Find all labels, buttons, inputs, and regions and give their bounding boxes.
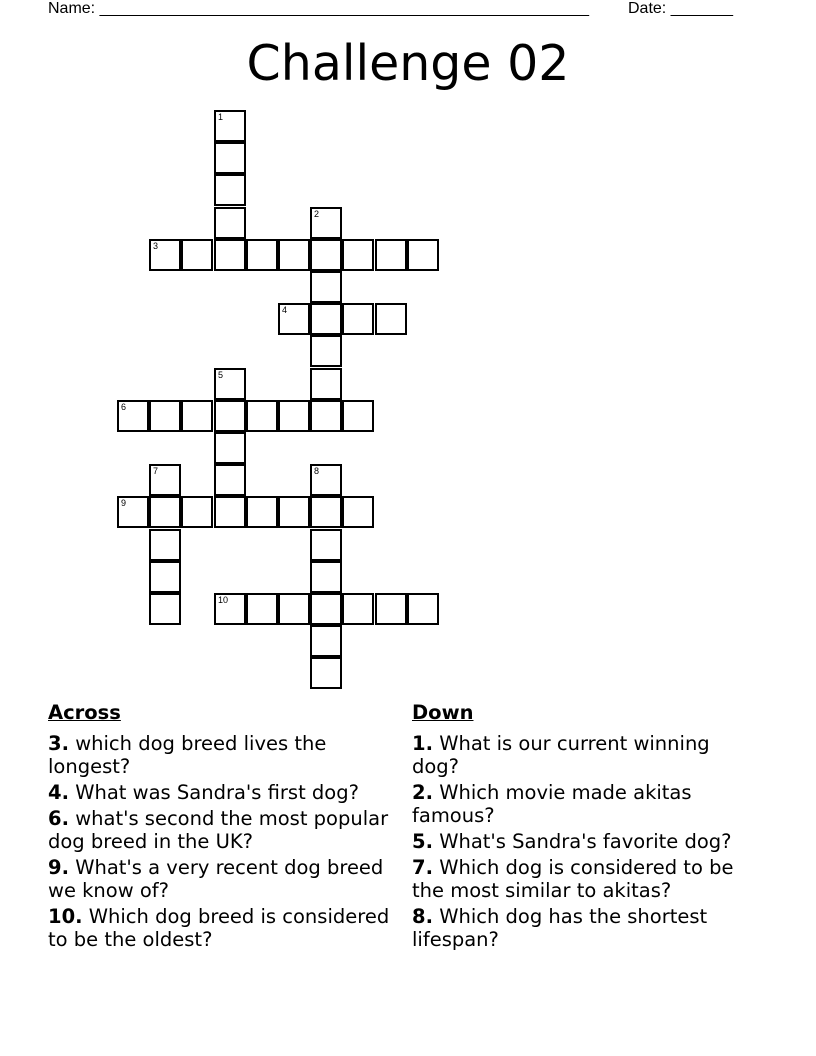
grid-cell[interactable] [278, 239, 310, 271]
grid-cell[interactable] [310, 529, 342, 561]
grid-cell[interactable] [246, 400, 278, 432]
grid-cell[interactable] [214, 174, 246, 206]
down-clues [412, 700, 762, 954]
grid-cell[interactable] [278, 400, 310, 432]
clue-number: 9. [48, 856, 69, 879]
grid-cell[interactable] [214, 239, 246, 271]
grid-cell[interactable] [375, 303, 407, 335]
grid-cell[interactable] [310, 464, 342, 496]
grid-cell[interactable] [149, 529, 181, 561]
grid-cell[interactable] [310, 496, 342, 528]
clue-number: 2. [412, 781, 433, 804]
grid-cell[interactable] [149, 400, 181, 432]
down-heading: Down [412, 701, 474, 724]
across-clue-6 [48, 807, 398, 853]
clue-text: Which dog breed is considered to be the oldest? [48, 905, 390, 951]
grid-cell[interactable] [310, 625, 342, 657]
across-clues [48, 700, 398, 954]
grid-cell[interactable] [407, 593, 439, 625]
grid-cell[interactable] [310, 303, 342, 335]
clue-number-label: 5 [218, 370, 224, 380]
clue-text: what's second the most popular dog breed in the UK? [48, 807, 389, 853]
clue-number: 7. [412, 856, 433, 879]
clue-number: 10. [48, 905, 83, 928]
down-clue-7 [412, 856, 762, 902]
grid-cell[interactable] [310, 207, 342, 239]
grid-cell[interactable] [246, 239, 278, 271]
grid-cell[interactable] [310, 593, 342, 625]
down-clue-5 [412, 830, 762, 853]
clue-number: 3. [48, 732, 69, 755]
grid-cell[interactable] [149, 496, 181, 528]
clue-number-label: 9 [121, 498, 127, 508]
grid-cell[interactable] [310, 271, 342, 303]
grid-cell[interactable] [149, 239, 181, 271]
grid-cell[interactable] [214, 400, 246, 432]
grid-cell[interactable] [181, 496, 213, 528]
puzzle-title: Challenge 02 [246, 35, 570, 92]
grid-cell[interactable] [181, 400, 213, 432]
clue-text: Which dog is considered to be the most similar to akitas? [412, 856, 734, 902]
clue-number-label: 3 [153, 241, 159, 251]
across-clue-3 [48, 732, 398, 778]
date-field-label: Date: _______ [628, 0, 733, 17]
grid-cell[interactable] [117, 400, 149, 432]
grid-cell[interactable] [214, 496, 246, 528]
clue-text: What is our current winning dog? [412, 732, 710, 778]
grid-cell[interactable] [375, 593, 407, 625]
grid-cell[interactable] [149, 561, 181, 593]
across-clue-10 [48, 905, 398, 951]
grid-cell[interactable] [278, 593, 310, 625]
clue-text: What was Sandra's first dog? [75, 781, 359, 804]
clue-text: which dog breed lives the longest? [48, 732, 327, 778]
grid-cell[interactable] [342, 593, 374, 625]
grid-cell[interactable] [310, 368, 342, 400]
across-clue-9 [48, 856, 398, 902]
grid-cell[interactable] [310, 400, 342, 432]
grid-cell[interactable] [375, 239, 407, 271]
across-clue-4 [48, 781, 398, 804]
grid-cell[interactable] [214, 110, 246, 142]
grid-cell[interactable] [246, 593, 278, 625]
down-clue-8 [412, 905, 762, 951]
grid-cell[interactable] [149, 464, 181, 496]
grid-cell[interactable] [310, 657, 342, 689]
grid-cell[interactable] [149, 593, 181, 625]
clue-number: 5. [412, 830, 433, 853]
grid-cell[interactable] [342, 496, 374, 528]
name-field-label: Name: _______________________________________________________ [48, 0, 589, 17]
grid-cell[interactable] [214, 207, 246, 239]
clue-number: 8. [412, 905, 433, 928]
clue-number: 1. [412, 732, 433, 755]
grid-cell[interactable] [278, 303, 310, 335]
clue-number-label: 6 [121, 402, 127, 412]
clue-number-label: 4 [282, 305, 288, 315]
grid-cell[interactable] [214, 432, 246, 464]
grid-cell[interactable] [214, 368, 246, 400]
clue-number-label: 2 [314, 209, 320, 219]
clue-text: Which movie made akitas famous? [412, 781, 692, 827]
grid-cell[interactable] [342, 303, 374, 335]
down-clue-2 [412, 781, 762, 827]
clue-number: 4. [48, 781, 69, 804]
clue-text: Which dog has the shortest lifespan? [412, 905, 708, 951]
grid-cell[interactable] [181, 239, 213, 271]
clue-text: What's Sandra's favorite dog? [439, 830, 732, 853]
clue-number: 6. [48, 807, 69, 830]
clue-number-label: 10 [218, 595, 229, 605]
grid-cell[interactable] [246, 496, 278, 528]
grid-cell[interactable] [310, 561, 342, 593]
down-clue-1 [412, 732, 762, 778]
across-heading: Across [48, 701, 121, 724]
clue-text: What's a very recent dog breed we know of? [48, 856, 384, 902]
grid-cell[interactable] [117, 496, 149, 528]
grid-cell[interactable] [342, 400, 374, 432]
clue-number-label: 8 [314, 466, 320, 476]
clue-number-label: 7 [153, 466, 159, 476]
grid-cell[interactable] [278, 496, 310, 528]
grid-cell[interactable] [214, 593, 246, 625]
grid-cell[interactable] [407, 239, 439, 271]
clue-number-label: 1 [218, 112, 224, 122]
grid-cell[interactable] [310, 335, 342, 367]
grid-cell[interactable] [342, 239, 374, 271]
grid-cell[interactable] [310, 239, 342, 271]
grid-cell[interactable] [214, 464, 246, 496]
worksheet-header [48, 0, 748, 18]
grid-cell[interactable] [214, 142, 246, 174]
